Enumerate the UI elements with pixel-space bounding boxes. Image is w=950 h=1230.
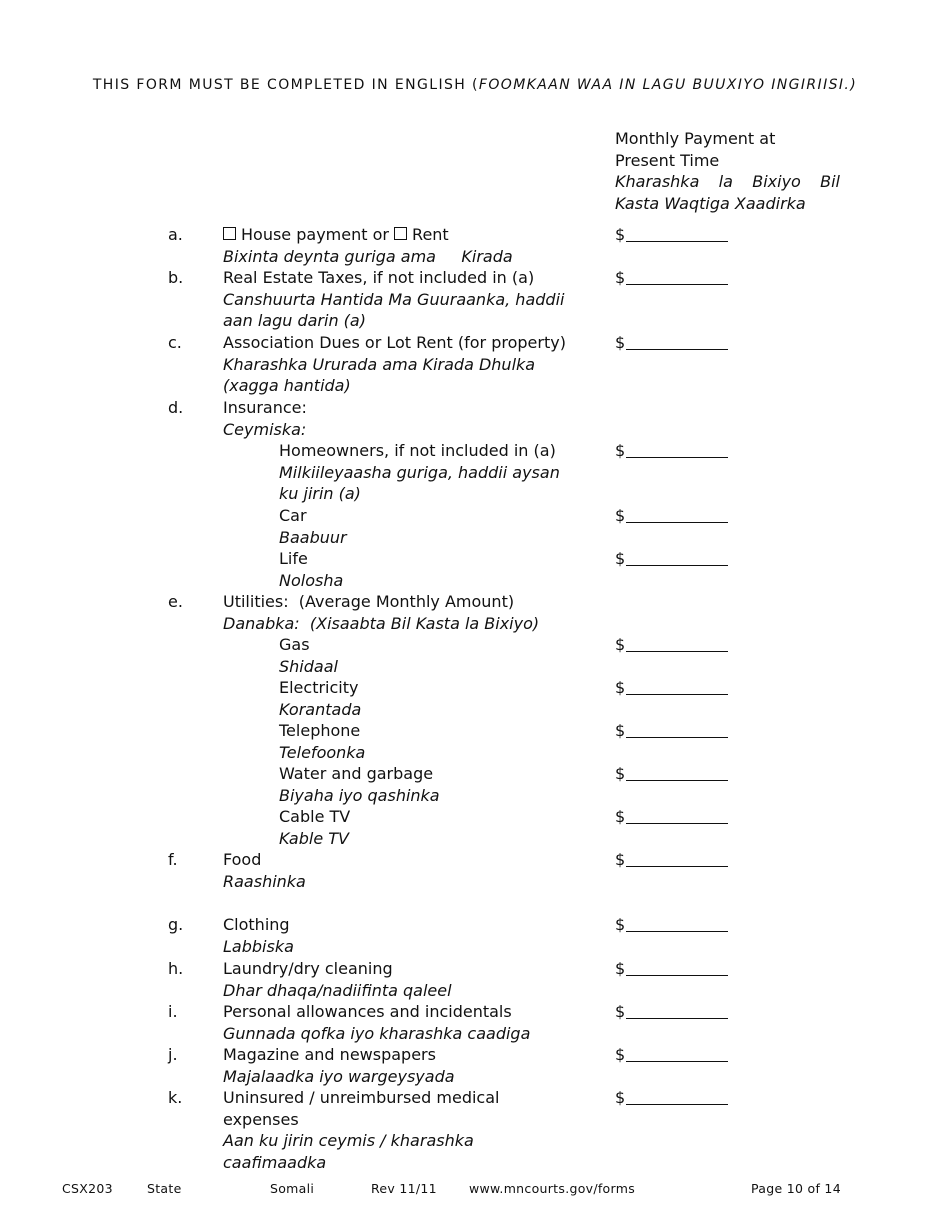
footer-language: Somali [270, 1181, 315, 1196]
magazines-amount-field[interactable] [626, 1045, 728, 1062]
footer-url[interactable]: www.mncourts.gov/forms [469, 1181, 636, 1196]
column-heading: Monthly Payment at Present Time Kharashka la Bixiyo Bil Kasta Waqtiga Xaadirka [615, 129, 840, 213]
medical-expenses-amount-field[interactable] [626, 1088, 728, 1105]
real-estate-taxes-amount-field[interactable] [626, 268, 728, 285]
footer-level: State [147, 1181, 182, 1196]
gas-amount-field[interactable] [626, 635, 728, 652]
electricity-amount-field[interactable] [626, 678, 728, 695]
house-payment-checkbox[interactable] [223, 227, 236, 240]
telephone-amount-field[interactable] [626, 721, 728, 738]
food-amount-field[interactable] [626, 850, 728, 867]
homeowners-insurance-amount-field[interactable] [626, 441, 728, 458]
footer-revision: Rev 11/11 [371, 1181, 437, 1196]
footer-page-number: Page 10 of 14 [751, 1181, 841, 1196]
rent-checkbox[interactable] [394, 227, 407, 240]
personal-allowances-amount-field[interactable] [626, 1002, 728, 1019]
clothing-amount-field[interactable] [626, 915, 728, 932]
laundry-amount-field[interactable] [626, 959, 728, 976]
house-payment-amount-field[interactable] [626, 225, 728, 242]
cable-tv-amount-field[interactable] [626, 807, 728, 824]
water-garbage-amount-field[interactable] [626, 764, 728, 781]
car-insurance-amount-field[interactable] [626, 506, 728, 523]
footer-form-id: CSX203 [62, 1181, 113, 1196]
form-language-notice: THIS FORM MUST BE COMPLETED IN ENGLISH (FOOMKAAN WAA IN LAGU BUUXIYO INGIRIISI.) [92, 77, 858, 93]
association-dues-amount-field[interactable] [626, 333, 728, 350]
life-insurance-amount-field[interactable] [626, 549, 728, 566]
